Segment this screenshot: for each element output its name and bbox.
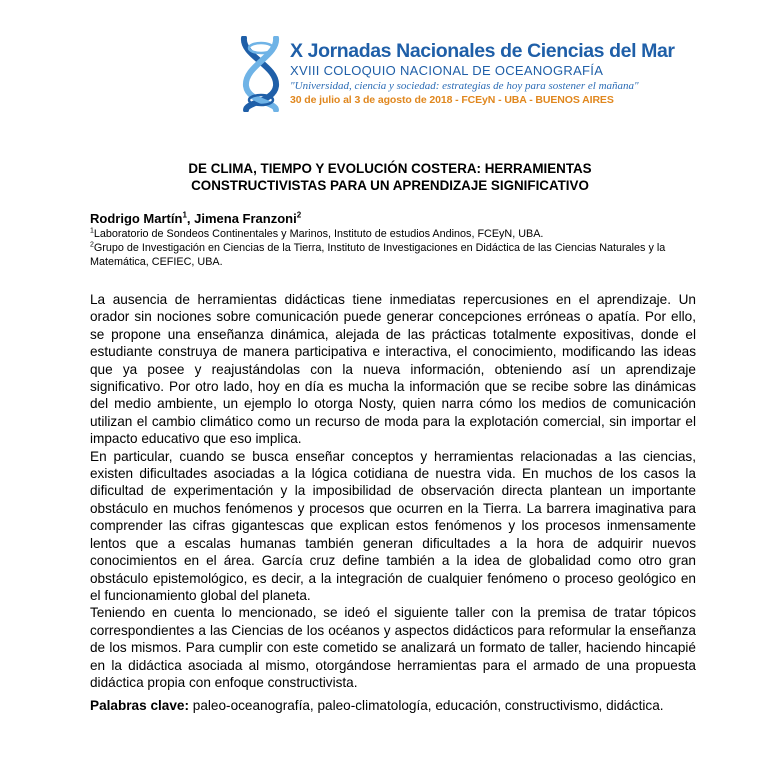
- conference-motto: "Universidad, ciencia y sociedad: estrategias de hoy para sostener el mañana": [290, 80, 639, 92]
- conference-subtitle: XVIII COLOQUIO NACIONAL DE OCEANOGRAFÍA: [290, 63, 604, 78]
- author-list: [90, 210, 690, 227]
- keywords-label: Palabras clave:: [90, 698, 189, 713]
- logo-ring-top: [249, 43, 273, 53]
- conference-logo: [236, 36, 286, 112]
- affiliation-mark: 1: [90, 227, 94, 235]
- affiliation-text: Grupo de Investigación en Ciencias de la Tierra, Instituto de Investigaciones en Didáctica de las Ciencias Naturales y la Matemática, CEFIEC, UBA.: [90, 242, 666, 268]
- keywords: [90, 697, 696, 714]
- abstract-paragraph: En particular, cuando se busca enseñar conceptos y herramientas relacionadas a las ciencias, existen dificultades asociadas a la lógica cotidiana de nuestra vida. En muchos de los casos la dificultad de experimentación y la imposibilidad de observación directa plantean un importante obstáculo en muchos fenómenos y procesos que ocurren en la Tierra. La barrera imaginativa para comprender las cifras gigantescas que explican estos fenómenos y los procesos inmensamente lentos que a escalas humanas también generan dificultades a la hora de adquirir nuevos conocimientos en el área. García cruz define también a la idea de globalidad como otro gran obstáculo epistemológico, es decir, a la integración de cualquier fenómeno o proceso geológico en el funcionamiento global del planeta.: [90, 448, 696, 603]
- author-name: Rodrigo Martín: [90, 211, 183, 226]
- paper-title: [90, 160, 690, 194]
- paper-title-line-2: CONSTRUCTIVISTAS PARA UN APRENDIZAJE SIGNIFICATIVO: [191, 178, 589, 193]
- author-affiliation-mark: 1: [182, 210, 187, 220]
- conference-header: [290, 40, 760, 108]
- affiliation-text: Laboratorio de Sondeos Continentales y Marinos, Instituto de estudios Andinos, FCEyN, UBA.: [93, 228, 544, 240]
- author-separator: ,: [186, 211, 195, 226]
- abstract-paragraph: La ausencia de herramientas didácticas tiene inmediatas repercusiones en el aprendizaje. Un orador sin nociones sobre comunicación puede generar concepciones erróneas o apatía. Por ello, se propone una enseñanza dinámica, alejada de las prácticas totalmente expositivas, donde el estudiante construya de manera participativa e interactiva, el conocimiento, modificando las ideas que ya posee y reajustándolas con la nueva información, obteniendo así un aprendizaje significativo. Por otro lado, hoy en día es mucha la información que se recibe sobre las dinámicas del medio ambiente, un ejemplo lo otorga Nosty, quien narra cómo los medios de comunicación utilizan el cambio climático como un recurso de moda para la explotación comercial, sin importar el impacto educativo que eso implica.: [90, 292, 696, 447]
- affiliation-2: [90, 242, 690, 269]
- abstract-paragraph: Teniendo en cuenta lo mencionado, se ideó el siguiente taller con la premisa de tratar tópicos correspondientes a las Ciencias de los océanos y aspectos didácticos para reformular la enseñanza de los mismos. Para cumplir con este cometido se analizará un formato de taller, haciendo hincapié en la didáctica asociada al mismo, otorgándose herramientas para el armado de una propuesta didáctica propia con enfoque constructivista.: [90, 605, 696, 690]
- paper-title-line-1: DE CLIMA, TIEMPO Y EVOLUCIÓN COSTERA: HERRAMIENTAS: [188, 161, 592, 176]
- affiliation-mark: 2: [90, 241, 94, 249]
- affiliation-1: [90, 228, 690, 242]
- abstract-body: [90, 291, 696, 691]
- conference-dates: 30 de julio al 3 de agosto de 2018 - FCEyN - UBA - BUENOS AIRES: [290, 94, 614, 106]
- author-name: Jimena Franzoni: [194, 211, 297, 226]
- author-affiliation-mark: 2: [296, 210, 302, 220]
- keywords-list: paleo-oceanografía, paleo-climatología, educación, constructivismo, didáctica.: [189, 698, 664, 713]
- conference-title: X Jornadas Nacionales de Ciencias del Mar: [290, 40, 675, 62]
